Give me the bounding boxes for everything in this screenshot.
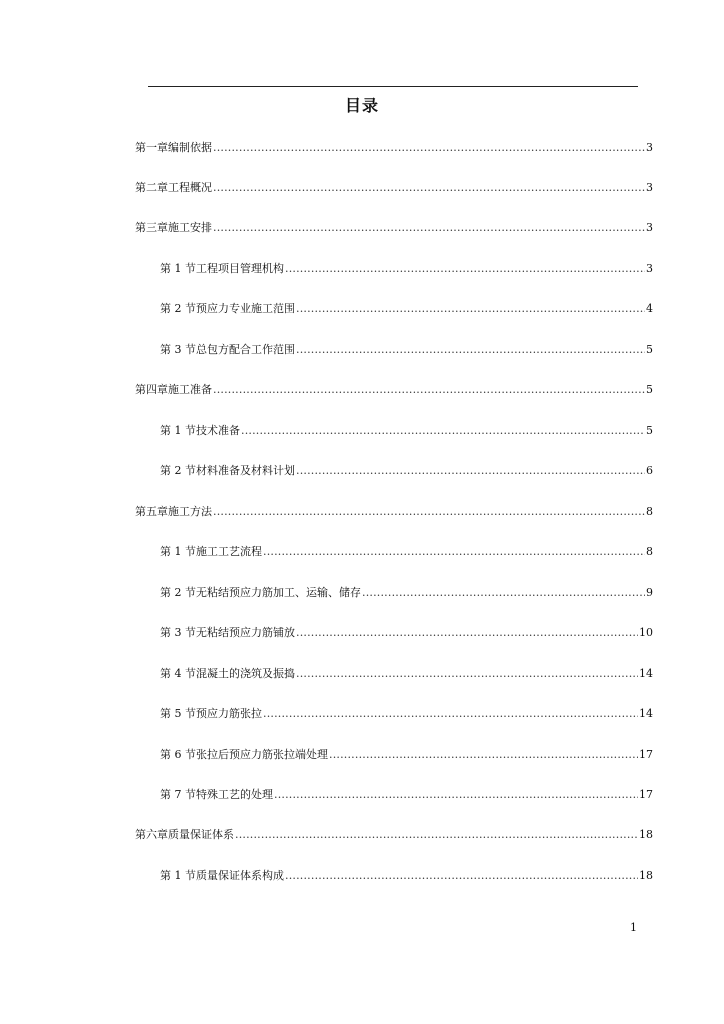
toc-leader-dots (296, 666, 638, 682)
toc-entry-number: 第二章 (135, 181, 168, 194)
toc-entry-title: 编制依据 (168, 141, 212, 154)
toc-entry-title: 无粘结预应力筋铺放 (196, 626, 295, 639)
toc-entry-title: 特殊工艺的处理 (196, 788, 273, 801)
toc-entry-chapter-4[interactable] (135, 382, 653, 398)
toc-entry-section[interactable] (160, 706, 653, 722)
toc-leader-dots (285, 868, 638, 884)
toc-entry-number: 第 2 节 (160, 464, 196, 477)
toc-entry-number: 第五章 (135, 505, 168, 518)
toc-leader-dots (362, 585, 645, 601)
toc-entry-title: 无粘结预应力筋加工、运输、储存 (196, 586, 361, 599)
toc-leader-dots (213, 382, 645, 398)
toc-leader-dots (274, 787, 638, 803)
toc-entry-number: 第 1 节 (160, 424, 196, 437)
toc-entry-page: 5 (646, 343, 653, 356)
toc-entry-number: 第 7 节 (160, 788, 196, 801)
toc-entry-section[interactable] (160, 301, 653, 317)
toc-entry-page: 3 (646, 262, 653, 275)
toc-entry-number: 第 1 节 (160, 262, 196, 275)
toc-entry-page: 6 (646, 464, 653, 477)
toc-entry-title: 预应力筋张拉 (196, 707, 262, 720)
page-title: 目录 (344, 96, 379, 115)
toc-entry-section[interactable] (160, 585, 653, 601)
toc-entry-title: 施工准备 (168, 383, 212, 396)
toc-entry-section[interactable] (160, 625, 653, 641)
toc-entry-page: 3 (646, 181, 653, 194)
toc-entry-page: 10 (639, 626, 653, 639)
toc-leader-dots (213, 140, 645, 156)
toc-entry-section[interactable] (160, 544, 653, 560)
toc-entry-section[interactable] (160, 666, 653, 682)
toc-entry-page: 9 (646, 586, 653, 599)
toc-entry-chapter-6[interactable] (135, 827, 653, 843)
toc-entry-title: 张拉后预应力筋张拉端处理 (196, 748, 328, 761)
toc-leader-dots (296, 342, 645, 358)
toc-entry-number: 第 3 节 (160, 343, 196, 356)
toc-entry-page: 17 (639, 748, 653, 761)
toc-leader-dots (213, 504, 645, 520)
toc-entry-title: 施工方法 (168, 505, 212, 518)
toc-entry-page: 14 (639, 667, 653, 680)
toc-leader-dots (263, 544, 645, 560)
toc-entry-page: 17 (639, 788, 653, 801)
toc-entry-number: 第 5 节 (160, 707, 196, 720)
toc-entry-page: 4 (646, 302, 653, 315)
toc-entry-title: 总包方配合工作范围 (196, 343, 295, 356)
toc-leader-dots (329, 747, 638, 763)
toc-entry-title: 技术准备 (196, 424, 240, 437)
toc-leader-dots (235, 827, 638, 843)
toc-entry-title: 混凝土的浇筑及振捣 (196, 667, 295, 680)
toc-entry-number: 第 1 节 (160, 869, 196, 882)
toc-leader-dots (213, 220, 645, 236)
toc-leader-dots (285, 261, 645, 277)
toc-entry-number: 第三章 (135, 221, 168, 234)
toc-entry-title: 预应力专业施工范围 (196, 302, 295, 315)
toc-leader-dots (296, 301, 645, 317)
toc-entry-page: 3 (646, 141, 653, 154)
toc-leader-dots (296, 625, 638, 641)
toc-entry-section[interactable] (160, 868, 653, 884)
toc-entry-page: 18 (639, 869, 653, 882)
toc-entry-title: 工程项目管理机构 (196, 262, 284, 275)
toc-entry-section[interactable] (160, 787, 653, 803)
toc-entry-section[interactable] (160, 423, 653, 439)
toc-entry-section[interactable] (160, 261, 653, 277)
toc-entry-chapter-3[interactable] (135, 220, 653, 236)
toc-entry-page: 8 (646, 545, 653, 558)
toc-entry-page: 18 (639, 828, 653, 841)
toc-entry-section[interactable] (160, 342, 653, 358)
toc-entry-title: 施工安排 (168, 221, 212, 234)
toc-entry-number: 第 3 节 (160, 626, 196, 639)
toc-entry-page: 8 (646, 505, 653, 518)
page-number: 1 (630, 921, 637, 934)
toc-entry-title: 工程概况 (168, 181, 212, 194)
toc-entry-page: 5 (646, 424, 653, 437)
toc-entry-section[interactable] (160, 747, 653, 763)
toc-entry-title: 施工工艺流程 (196, 545, 262, 558)
toc-leader-dots (241, 423, 645, 439)
toc-entry-number: 第 2 节 (160, 586, 196, 599)
toc-entry-number: 第四章 (135, 383, 168, 396)
toc-entry-page: 14 (639, 707, 653, 720)
toc-entry-page: 5 (646, 383, 653, 396)
toc-entry-number: 第 2 节 (160, 302, 196, 315)
toc-leader-dots (213, 180, 645, 196)
toc-entry-number: 第一章 (135, 141, 168, 154)
toc-entry-title: 质量保证体系构成 (196, 869, 284, 882)
toc-leader-dots (263, 706, 638, 722)
toc-leader-dots (296, 463, 645, 479)
toc-entry-title: 质量保证体系 (168, 828, 234, 841)
toc-entry-chapter-1[interactable] (135, 140, 653, 156)
toc-entry-section[interactable] (160, 463, 653, 479)
toc-entry-number: 第 4 节 (160, 667, 196, 680)
toc-entry-page: 3 (646, 221, 653, 234)
toc-entry-title: 材料准备及材料计划 (196, 464, 295, 477)
toc-entry-chapter-2[interactable] (135, 180, 653, 196)
toc-entry-chapter-5[interactable] (135, 504, 653, 520)
toc-entry-number: 第六章 (135, 828, 168, 841)
toc-entry-number: 第 6 节 (160, 748, 196, 761)
toc-entry-number: 第 1 节 (160, 545, 196, 558)
